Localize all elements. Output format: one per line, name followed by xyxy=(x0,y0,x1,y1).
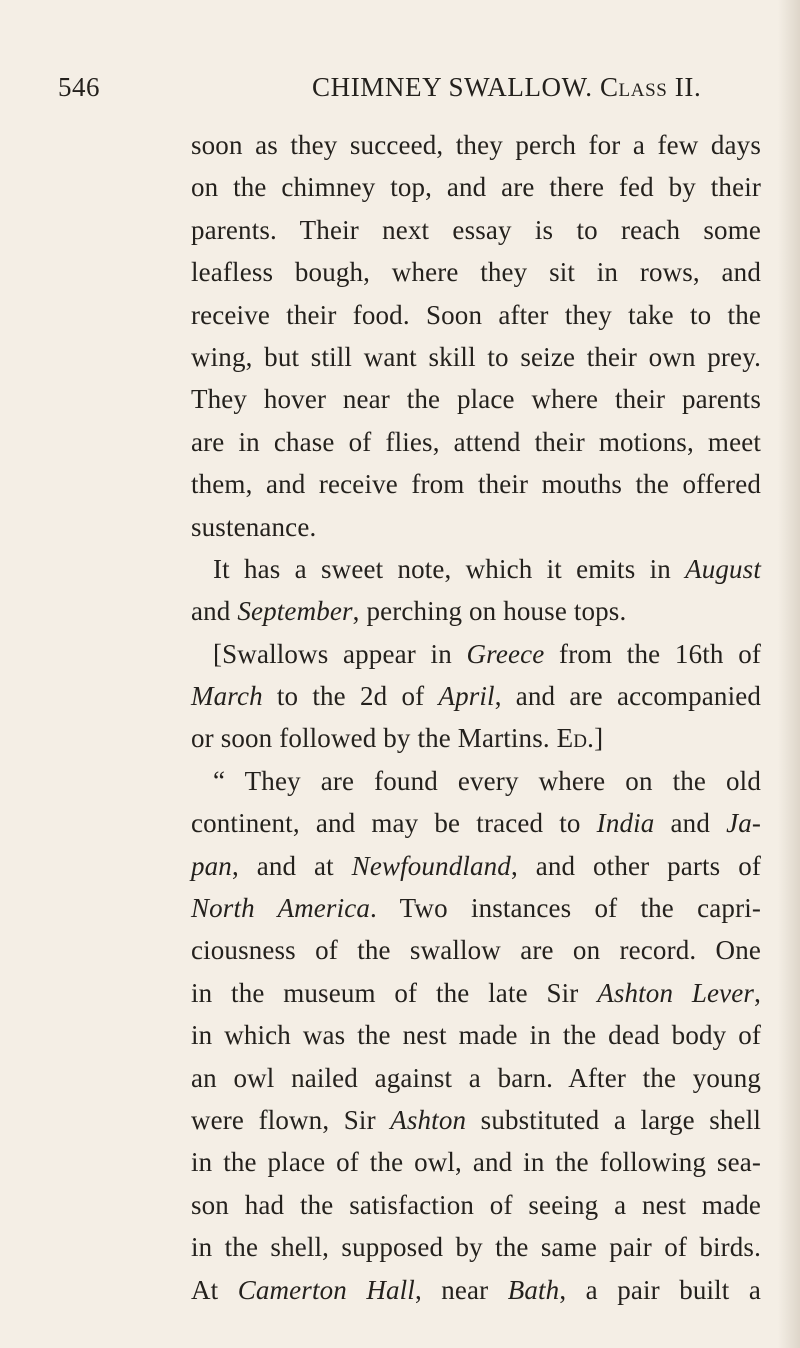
text-run: on the chimney top, and are there fed by their xyxy=(191,172,761,203)
text-run: At xyxy=(191,1274,238,1305)
text-run: an owl nailed against a barn. After the young xyxy=(191,1062,761,1093)
text-run: ] xyxy=(594,723,604,754)
text-line xyxy=(191,378,761,420)
italic-text: Greece xyxy=(466,638,545,669)
text-run: in the place of the owl, and in the following sea- xyxy=(191,1147,761,1178)
text-run: [Swallows appear in xyxy=(213,638,467,669)
text-run: leafless bough, where they sit in rows, and xyxy=(191,257,761,288)
text-run: substituted a large shell xyxy=(466,1104,761,1135)
text-run: sustenance. xyxy=(191,511,317,542)
text-run: It has a sweet note, which it emits in xyxy=(213,553,686,584)
italic-text: Bath xyxy=(507,1274,560,1305)
text-line xyxy=(191,506,761,548)
text-run: in the museum of the late Sir xyxy=(191,977,598,1008)
text-run: They hover near the place where their parents xyxy=(191,384,761,415)
text-line xyxy=(191,1269,761,1311)
italic-text: March xyxy=(191,681,263,712)
text-run: , xyxy=(754,977,761,1008)
text-run: , near xyxy=(414,1274,508,1305)
italic-text: Camerton Hall xyxy=(237,1274,415,1305)
text-line xyxy=(191,717,761,759)
text-run: them, and receive from their mouths the offered xyxy=(191,469,761,500)
text-run: son had the satisfaction of seeing a nest made xyxy=(191,1189,761,1220)
text-line xyxy=(191,336,761,378)
text-line xyxy=(191,760,761,802)
text-run: and xyxy=(654,808,727,839)
text-line xyxy=(191,1099,761,1141)
text-line xyxy=(191,548,761,590)
italic-text: April xyxy=(438,681,495,712)
text-run: and xyxy=(191,596,238,627)
italic-text: India xyxy=(596,808,655,839)
text-run: parents. Their next essay is to reach some xyxy=(191,214,761,245)
text-run: continent, and may be traced to xyxy=(191,808,597,839)
italic-text: pan xyxy=(191,850,232,881)
text-run: , and other parts of xyxy=(510,850,761,881)
text-run: in the shell, supposed by the same pair of birds. xyxy=(191,1232,761,1263)
text-line xyxy=(191,929,761,971)
text-run: , and are accompanied xyxy=(494,681,762,712)
text-run: ciousness of the swallow are on record. One xyxy=(191,935,761,966)
text-run: , and at xyxy=(231,850,352,881)
text-line xyxy=(191,633,761,675)
page-edge-shadow xyxy=(778,0,800,1348)
text-run: receive their food. Soon after they take to the xyxy=(191,299,761,330)
text-run: , a pair built a xyxy=(559,1274,761,1305)
text-run: . Two instances of the capri- xyxy=(370,893,761,924)
italic-text: September xyxy=(237,596,353,627)
text-run: wing, but still want skill to seize their own prey. xyxy=(191,341,761,372)
text-line xyxy=(191,1057,761,1099)
italic-text: August xyxy=(685,553,761,584)
text-line xyxy=(191,421,761,463)
text-line xyxy=(191,294,761,336)
text-line xyxy=(191,590,761,632)
text-run: are in chase of flies, attend their motions, meet xyxy=(191,426,761,457)
text-run: , perching on house tops. xyxy=(352,596,627,627)
running-head xyxy=(312,72,701,103)
text-line xyxy=(191,251,761,293)
page-number: 546 xyxy=(58,72,100,102)
page-header xyxy=(58,72,768,112)
running-head-title: CHIMNEY SWALLOW. xyxy=(312,72,593,102)
text-line xyxy=(191,463,761,505)
text-line xyxy=(191,1184,761,1226)
text-run: were flown, Sir xyxy=(191,1104,391,1135)
body-text xyxy=(191,124,761,1311)
text-line xyxy=(191,1014,761,1056)
text-line xyxy=(191,209,761,251)
text-run: in which was the nest made in the dead body of xyxy=(191,1020,761,1051)
text-run: soon as they succeed, they perch for a few days xyxy=(191,130,761,160)
text-line xyxy=(191,166,761,208)
italic-text: Ashton xyxy=(390,1104,467,1135)
text-line xyxy=(191,972,761,1014)
text-run: from the 16th of xyxy=(544,638,761,669)
italic-text: North America xyxy=(191,893,371,924)
text-run: or soon followed by the Martins. xyxy=(191,723,557,754)
text-run: “ They are found every where on the old xyxy=(213,765,761,796)
text-line xyxy=(191,1226,761,1268)
running-head-class: Class II. xyxy=(599,72,702,102)
text-line xyxy=(191,675,761,717)
text-line xyxy=(191,887,761,929)
text-run: to the 2d of xyxy=(262,681,439,712)
italic-text: Ashton Lever xyxy=(597,977,755,1008)
editor-mark: Ed. xyxy=(556,723,595,754)
text-line xyxy=(191,1141,761,1183)
italic-text: Newfoundland xyxy=(351,850,511,881)
text-line xyxy=(191,845,761,887)
italic-text: Ja- xyxy=(726,808,762,839)
text-line xyxy=(191,124,761,166)
text-line xyxy=(191,802,761,844)
